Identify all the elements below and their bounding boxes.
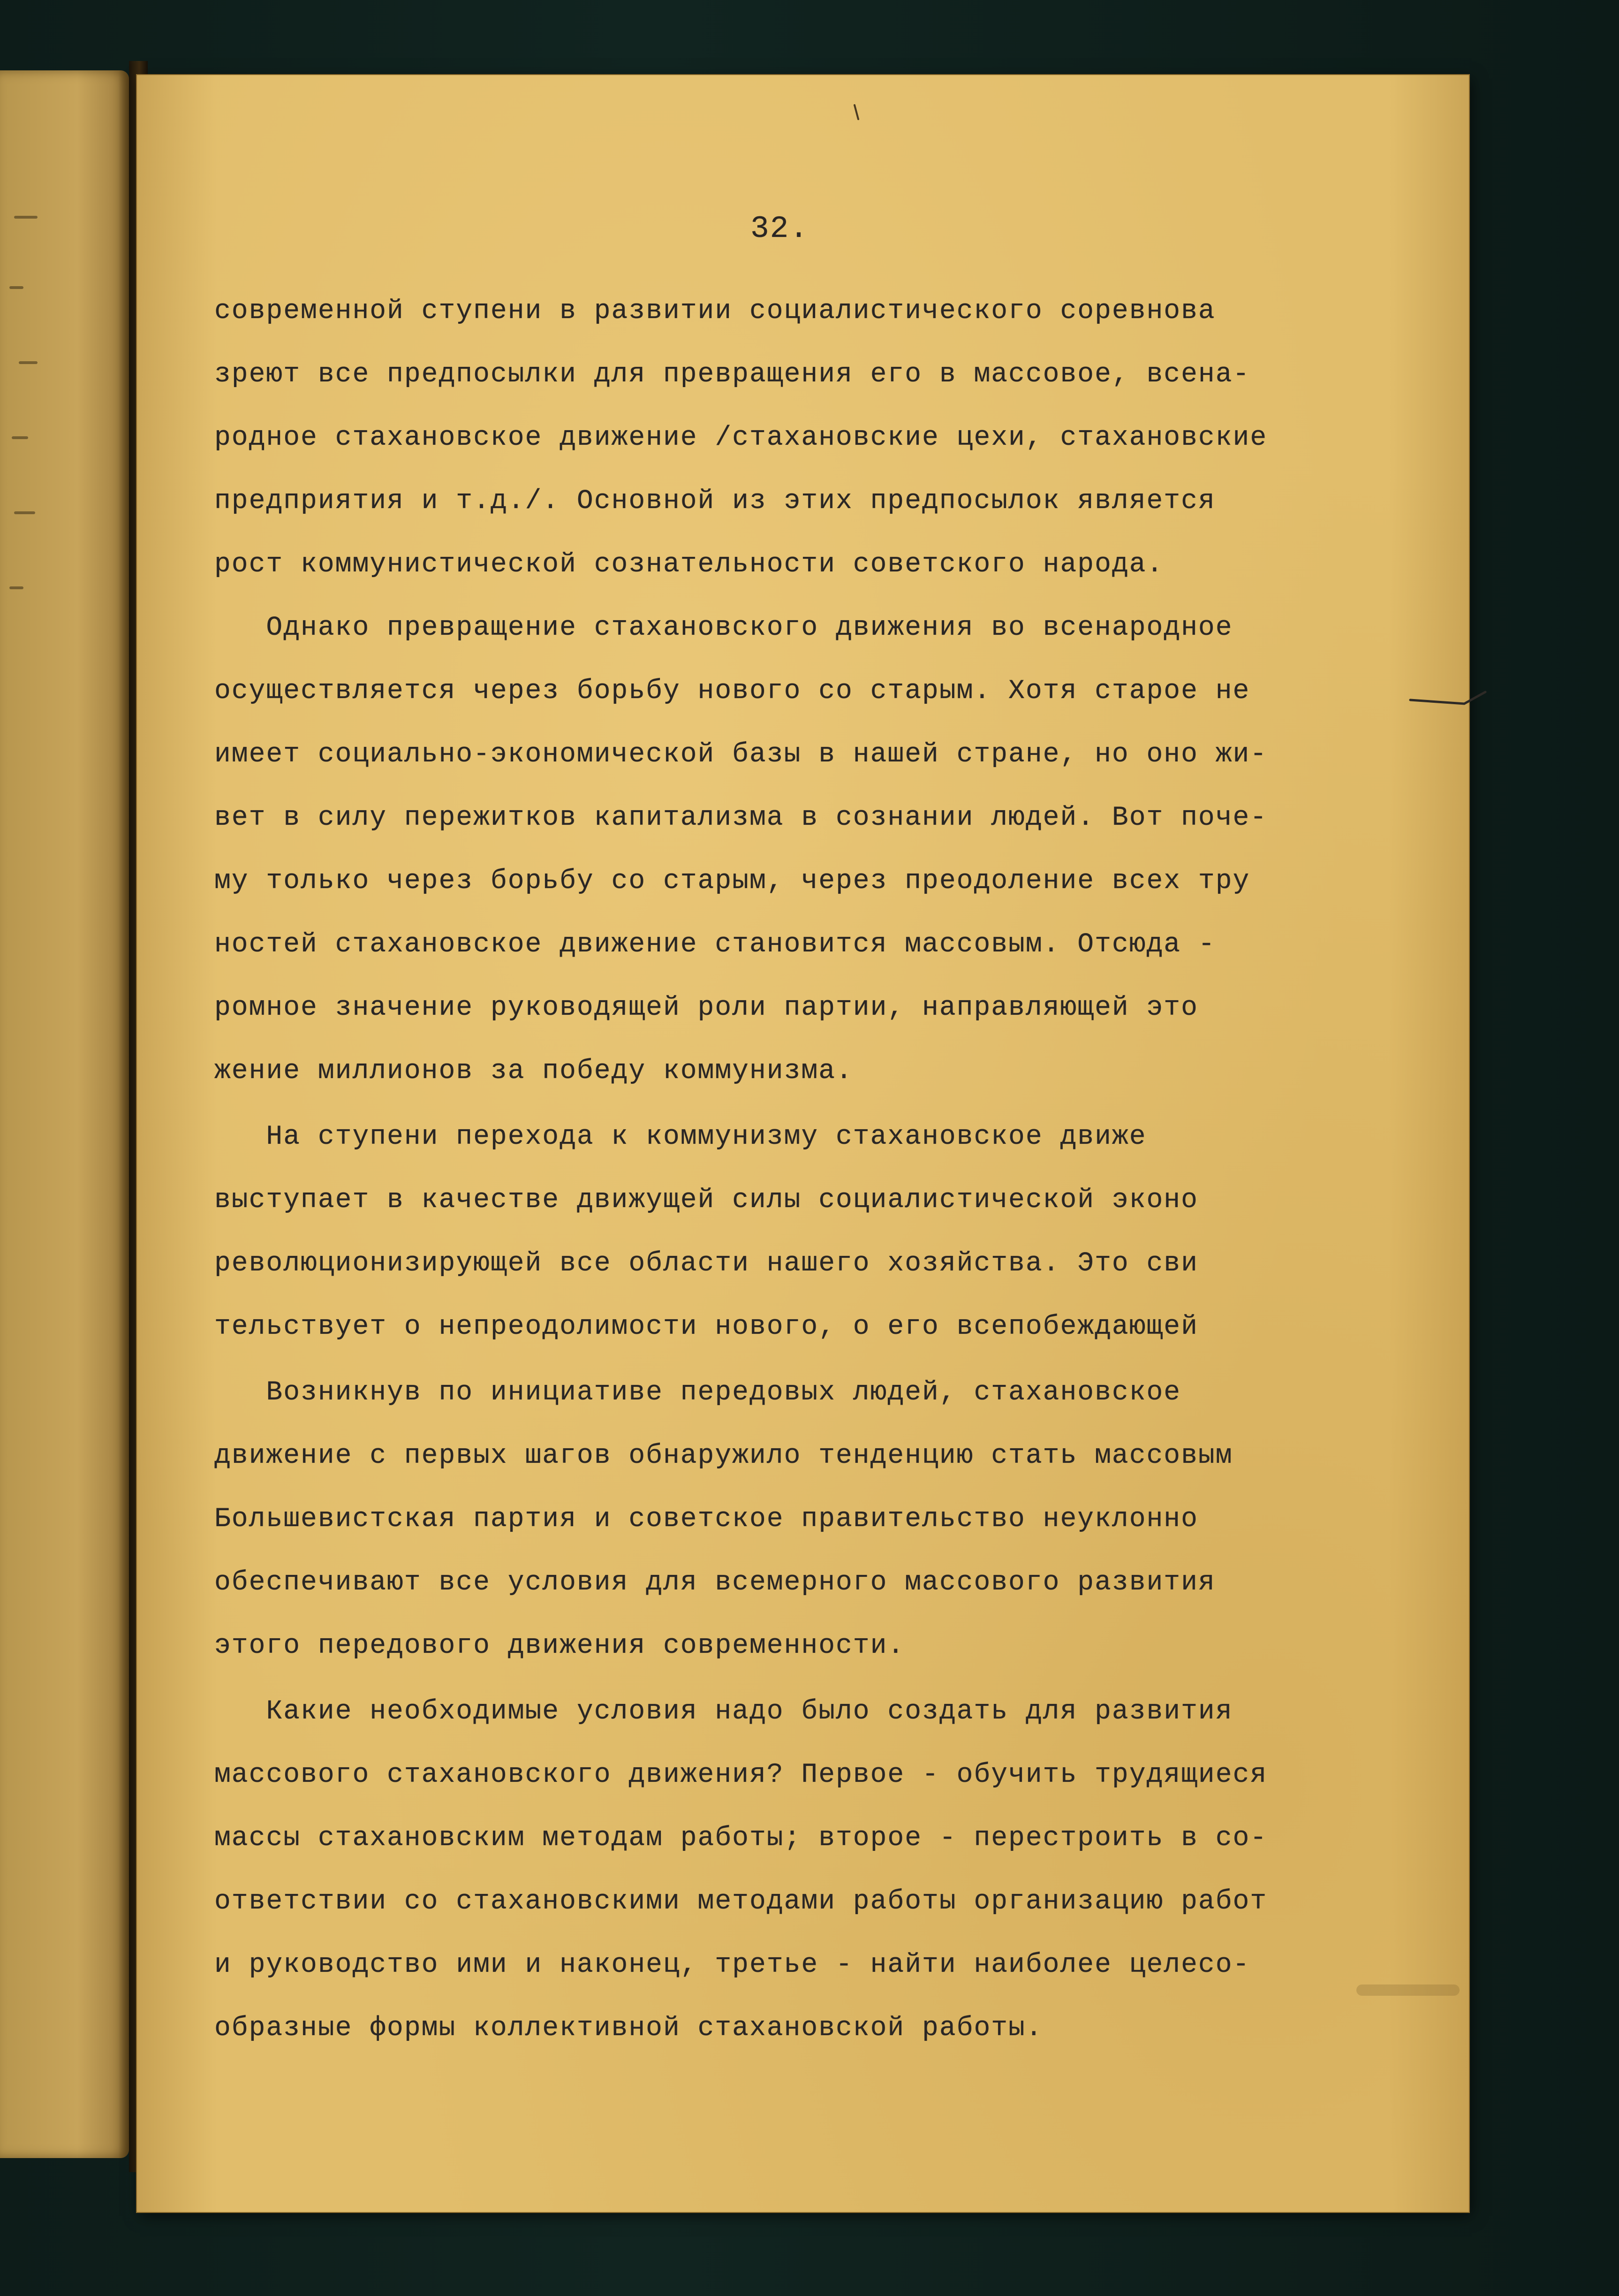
text-line: ответствии со стахановскими методами работы организацию работ: [214, 1886, 1268, 1917]
text-line: Однако превращение стахановского движения во всенародное: [214, 613, 1233, 643]
text-line: родное стахановское движение /стахановские цехи, стахановские: [214, 423, 1268, 453]
text-line: массового стахановского движения? Первое - обучить трудящиеся: [214, 1760, 1268, 1790]
page-number: 32.: [750, 211, 809, 246]
typewritten-page: [137, 75, 1469, 2212]
paper-stain: [1356, 1984, 1460, 1996]
text-line: ностей стахановское движение становится массовым. Отсюда -: [214, 929, 1216, 960]
facing-page-edge: [0, 70, 129, 2158]
text-line: Большевистская партия и советское правительство неуклонно: [214, 1504, 1198, 1535]
facing-page-mark: [14, 511, 35, 514]
text-line: обеспечивают все условия для всемерного массового развития: [214, 1567, 1216, 1598]
facing-page-mark: [14, 216, 38, 219]
margin-correction-mark: [1408, 690, 1488, 708]
text-line: ромное значение руководящей роли партии, направляющей это: [214, 993, 1198, 1023]
facing-page-mark: [12, 436, 28, 439]
text-line: вет в силу пережитков капитализма в сознании людей. Вот поче-: [214, 803, 1268, 833]
text-line: Какие необходимые условия надо было создать для развития: [214, 1696, 1233, 1727]
facing-page-mark: [9, 286, 23, 289]
text-line: имеет социально-экономической базы в нашей стране, но оно жи-: [214, 739, 1268, 770]
pencil-mark: [850, 103, 864, 122]
text-line: рост коммунистической сознательности советского народа.: [214, 549, 1164, 580]
text-line: Возникнув по инициативе передовых людей, стахановское: [214, 1377, 1181, 1408]
text-line: осуществляется через борьбу нового со старым. Хотя старое не: [214, 676, 1250, 707]
text-line: движение с первых шагов обнаружило тенденцию стать массовым: [214, 1441, 1233, 1471]
text-line: и руководство ими и наконец, третье - найти наиболее целесо-: [214, 1950, 1250, 1980]
text-line: жение миллионов за победу коммунизма.: [214, 1056, 853, 1087]
facing-page-mark: [19, 361, 38, 364]
text-line: образные формы коллективной стахановской работы.: [214, 2013, 1043, 2044]
text-line: зреют все предпосылки для превращения его в массовое, всена-: [214, 359, 1250, 390]
facing-page-mark: [9, 586, 23, 589]
text-line: тельствует о непреодолимости нового, о его всепобеждающей: [214, 1312, 1198, 1342]
text-line: современной ступени в развитии социалистического соревнова: [214, 296, 1216, 327]
text-line: массы стахановским методам работы; второе - перестроить в со-: [214, 1823, 1268, 1854]
text-line: На ступени перехода к коммунизму стахановское движе: [214, 1122, 1147, 1152]
text-line: выступает в качестве движущей силы социалистической эконо: [214, 1185, 1198, 1216]
text-line: этого передового движения современности.: [214, 1631, 905, 1661]
text-line: му только через борьбу со старым, через преодоление всех тру: [214, 866, 1250, 897]
text-line: революционизирующей все области нашего хозяйства. Это сви: [214, 1248, 1198, 1279]
text-line: предприятия и т.д./. Основной из этих предпосылок является: [214, 486, 1216, 517]
